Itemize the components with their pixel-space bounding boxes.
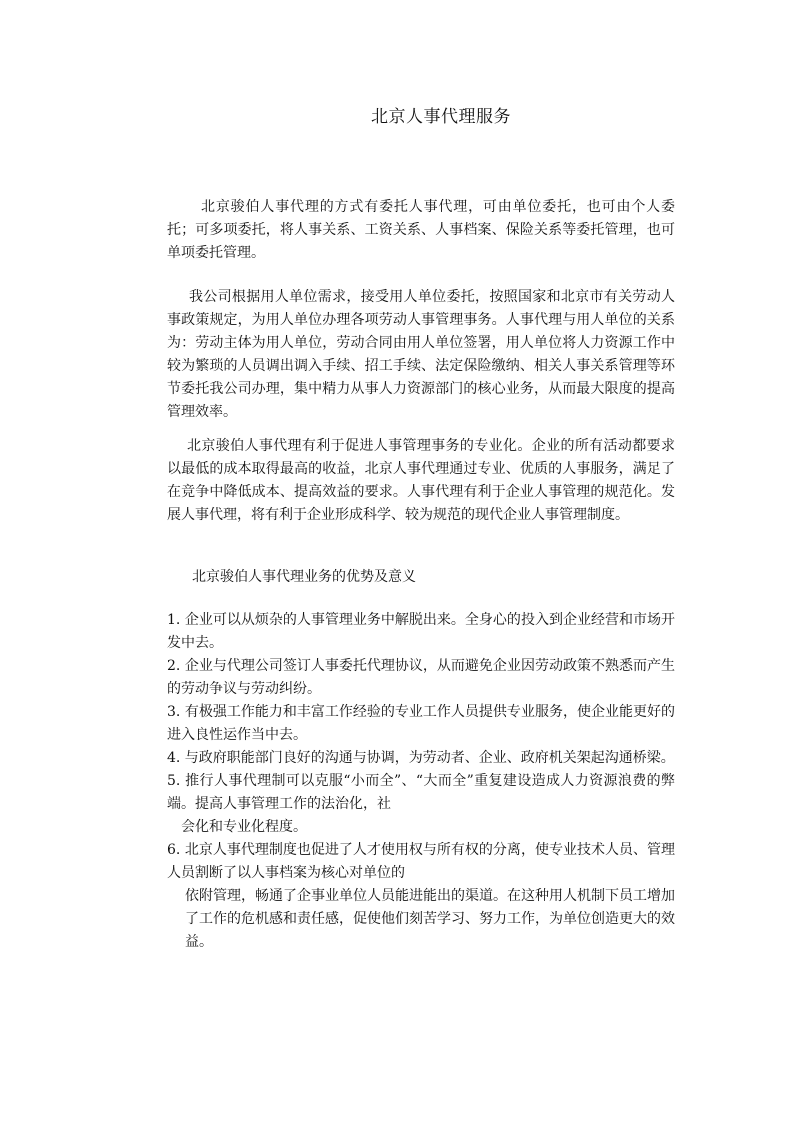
list-item [167,609,675,655]
list-item-text: 5. 推行人事代理制可以克服“小而全”、“大而全”重复建设造成人力资源浪费的弊端。提高人事管理工作的法治化，社 [167,773,675,812]
paragraph-benefits: 北京骏伯人事代理有利于促进人事管理事务的专业化。企业的所有活动都要求以最低的成本取得最高的收益，北京人事代理通过专业、优质的人事服务，满足了在竞争中降低成本、提高效益的要求。人事代理有利于企业人事管理的规范化。发展人事代理，将有利于企业形成科学、较为规范的现代企业人事管理制度。 [167,438,675,523]
paragraph-delegation-methods: 北京骏伯人事代理的方式有委托人事代理，可由单位委托，也可由个人委托；可多项委托，将人事关系、工资关系、人事档案、保险关系等委托管理，也可单项委托管理。 [167,199,675,261]
list-item-continuation: 依附管理，畅通了企事业单位人员能进能出的渠道。在这种用人机制下员工增加了工作的危机感和责任感，促使他们刻苦学习、努力工作，为单位创造更大的效益。 [185,888,675,950]
section-heading-advantages: 北京骏伯人事代理业务的优势及意义 [192,569,416,585]
list-item [167,839,675,954]
list-item [167,747,675,770]
advantages-list [167,609,675,954]
list-item-text: 2. 企业与代理公司签订人事委托代理协议，从而避免企业因劳动政策不熟悉而产生的劳动争议与劳动纠纷。 [167,658,675,697]
paragraph-company-services: 我公司根据用人单位需求，接受用人单位委托，按照国家和北京市有关劳动人事政策规定，为用人单位办理各项劳动人事管理事务。人事代理与用人单位的关系为：劳动主体为用人单位，劳动合同由用人单位签署，用人单位将人力资源工作中较为繁琐的人员调出调入手续、招工手续、法定保险缴纳、相关人事关系管理等环节委托我公司办理，集中精力从事人力资源部门的核心业务，从而最大限度的提高管理效率。 [167,289,675,420]
list-item [167,655,675,701]
document-title: 北京人事代理服务 [371,107,511,127]
list-item-text: 1. 企业可以从烦杂的人事管理业务中解脱出来。全身心的投入到企业经营和市场开发中去。 [167,612,675,651]
list-item-continuation: 会化和专业化程度。 [181,819,307,835]
list-item-text: 3. 有极强工作能力和丰富工作经验的专业工作人员提供专业服务，使企业能更好的进入良性运作当中去。 [167,704,675,743]
list-item-text: 4. 与政府职能部门良好的沟通与协调，为劳动者、企业、政府机关架起沟通桥梁。 [167,750,675,766]
list-item [167,770,675,839]
list-item-text: 6. 北京人事代理制度也促进了人才使用权与所有权的分离，使专业技术人员、管理人员割断了以人事档案为核心对单位的 [167,842,675,881]
list-item [167,701,675,747]
